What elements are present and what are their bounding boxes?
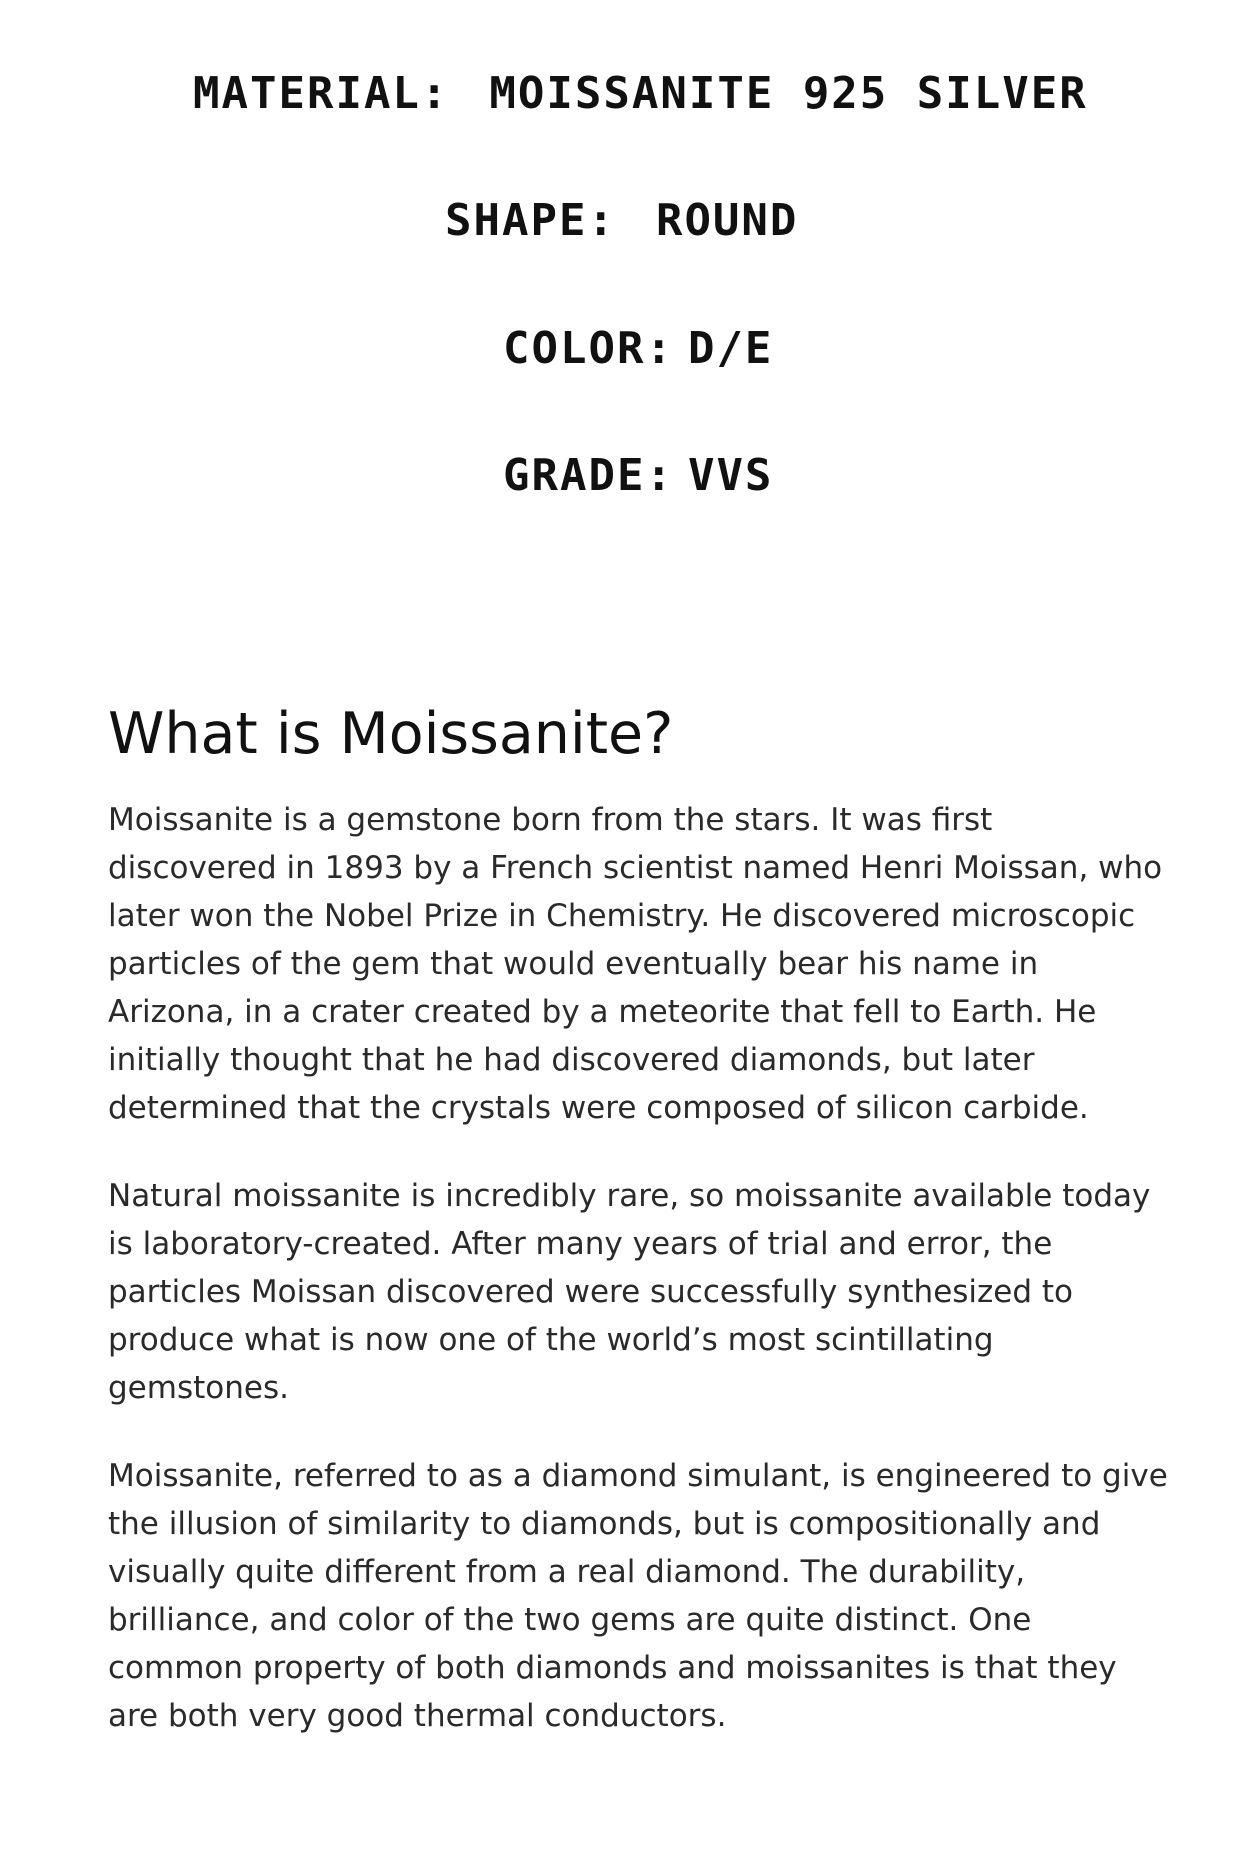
spec-grade-label: GRADE: — [503, 450, 674, 501]
article — [108, 700, 1168, 1740]
article-paragraph: Moissanite is a gemstone born from the stars. It was first discovered in 1893 by a French scientist named Henri Moissan, who later won the Nobel Prize in Chemistry. He discovered microscopic particles of the gem that would eventually bear his name in Arizona, in a crater created by a meteorite that fell to Earth. He initially thought that he had discovered diamonds, but later determined that the crystals were composed of silicon carbide. — [108, 802, 1163, 1127]
spec-grade — [503, 450, 774, 501]
spec-shape-label: SHAPE: — [445, 195, 616, 246]
spec-shape — [445, 195, 799, 246]
spec-material — [193, 68, 1088, 119]
spec-material-label: MATERIAL: — [193, 68, 450, 119]
spec-material-value: MOISSANITE 925 SILVER — [489, 68, 1088, 119]
spec-grade-value: VVS — [687, 450, 774, 501]
article-paragraph: Moissanite, referred to as a diamond simulant, is engineered to give the illusion of similarity to diamonds, but is compositionally and visually quite different from a real diamond. The durability, brilliance, and color of the two gems are quite distinct. One common property of both diamonds and moissanites is that they are both very good thermal conductors. — [108, 1458, 1168, 1735]
spec-color — [503, 323, 774, 374]
article-paragraph: Natural moissanite is incredibly rare, so moissanite available today is laboratory-created. After many years of trial and error, the particles Moissan discovered were successfully synthesized to produce what is now one of the world’s most scintillating gemstones. — [108, 1178, 1151, 1407]
spec-color-value: D/E — [687, 323, 774, 374]
spec-color-label: COLOR: — [503, 323, 674, 374]
article-heading: What is Moissanite? — [108, 701, 674, 767]
spec-shape-value: ROUND — [655, 195, 799, 246]
